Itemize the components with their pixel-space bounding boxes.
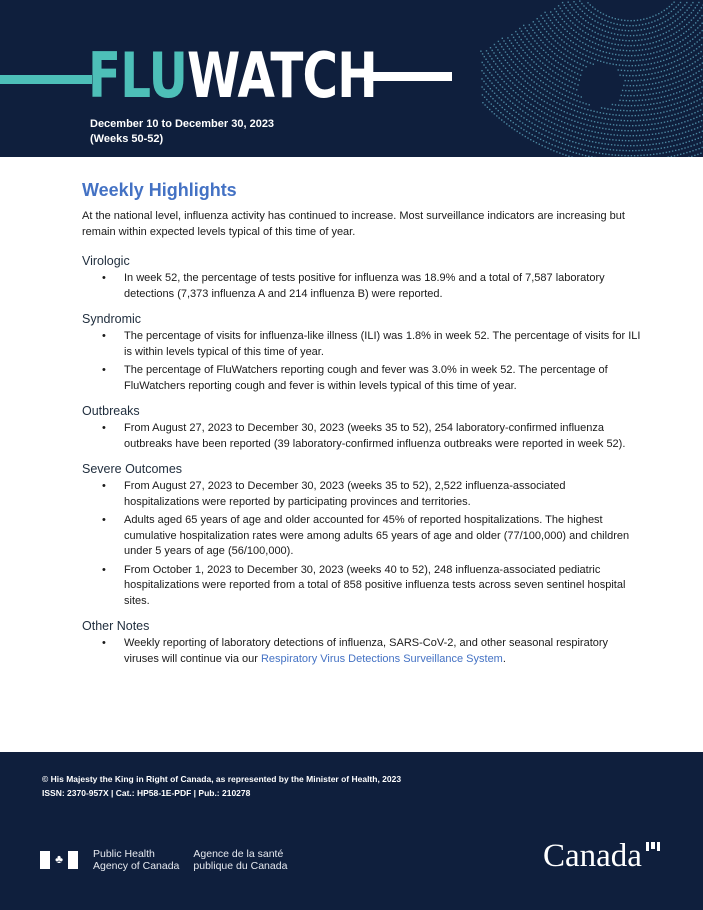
bullet-icon: • xyxy=(102,480,106,492)
section-heading: Syndromic xyxy=(82,312,142,326)
phac-signature xyxy=(40,848,301,872)
list-item: • From August 27, 2023 to December 30, 2023 (weeks 35 to 52), 2,522 influenza-associated hospitalizations were reported by participating provinces and territories. xyxy=(102,480,566,508)
list-item: • From August 27, 2023 to December 30, 2023 (weeks 35 to 52), 254 laboratory-confirmed influenza outbreaks have been reported (39 laboratory-confirmed influenza outbreaks were reported in week 52). xyxy=(102,422,626,450)
bullet-icon: • xyxy=(102,272,106,284)
section-heading: Other Notes xyxy=(82,619,150,633)
list-item: • From October 1, 2023 to December 30, 2023 (weeks 40 to 52), 248 influenza-associated pediatric hospitalizations were reported from a total of 858 positive influenza tests across seven sentinel hospital sites. xyxy=(102,563,626,607)
bullet-icon: • xyxy=(102,563,106,576)
fluwatch-logo xyxy=(88,40,377,112)
bullet-icon: • xyxy=(102,514,106,526)
canada-flag-icon xyxy=(40,851,78,869)
header-banner xyxy=(0,0,703,157)
section-severe-outcomes xyxy=(82,460,642,609)
date-range: December 10 to December 30, 2023 xyxy=(90,118,275,130)
list-item: • Weekly reporting of laboratory detections of influenza, SARS-CoV-2, and other seasonal respiratory viruses will continue via our Respiratory Virus Detections Surveillance System. xyxy=(102,637,609,665)
wordmark-flag-icon xyxy=(646,842,660,851)
copyright-text: © His Majesty the King in Right of Canada, as represented by the Minister of Health, 2023 xyxy=(42,774,402,784)
footer xyxy=(0,752,703,910)
list-item: • Adults aged 65 years of age and older accounted for 45% of reported hospitalizations. The highest cumulative hospitalization rates were among adults 65 years of age and older (77/100,000) and children under 5 years of age (56/100,000). xyxy=(102,514,630,557)
bullet-icon: • xyxy=(102,422,106,434)
section-virologic xyxy=(82,252,642,302)
agency-name-fr: Agence de la santé publique du Canada xyxy=(193,848,288,872)
section-heading: Outbreaks xyxy=(82,404,140,418)
section-syndromic xyxy=(82,310,642,394)
section-outbreaks xyxy=(82,402,642,452)
logo-white-rule xyxy=(364,72,452,81)
catalog-info: ISSN: 2370-957X | Cat.: HP58-1E-PDF | Pub.: 210278 xyxy=(42,788,251,798)
section-heading: Virologic xyxy=(82,254,130,268)
intro-paragraph: At the national level, influenza activity has continued to increase. Most surveillance indicators are increasing but remain within expected levels typical of this time of year. xyxy=(82,210,625,238)
bullet-icon: • xyxy=(102,330,106,342)
respiratory-virus-surveillance-link[interactable]: Respiratory Virus Detections Surveillance System xyxy=(260,652,503,665)
canada-wordmark: Canada xyxy=(543,838,642,874)
list-item: • The percentage of FluWatchers reporting cough and fever was 3.0% in week 52. The percentage of FluWatchers reporting cough and fever is within levels typical of this time of year. xyxy=(102,364,608,392)
bullet-icon: • xyxy=(102,364,106,376)
logo-teal-rule xyxy=(0,75,92,84)
copyright-block xyxy=(42,772,401,800)
agency-name-en: Public Health Agency of Canada xyxy=(93,848,180,872)
list-item: • In week 52, the percentage of tests positive for influenza was 18.9% and a total of 7,587 laboratory detections (7,373 influenza A and 214 influenza B) were reported. xyxy=(102,272,605,300)
canada-map-dots-icon xyxy=(450,0,703,157)
report-period xyxy=(90,117,274,147)
section-heading: Severe Outcomes xyxy=(82,462,183,476)
main-content xyxy=(82,178,642,675)
weeks-range: (Weeks 50-52) xyxy=(90,133,164,145)
bullet-icon: • xyxy=(102,637,106,649)
section-other-notes xyxy=(82,617,642,667)
list-item: • The percentage of visits for influenza-like illness (ILI) was 1.8% in week 52. The percentage of visits for ILI is within levels typical of this time of year. xyxy=(102,330,641,358)
maple-leaf-icon: ♣ xyxy=(55,852,63,866)
page-title: Weekly Highlights xyxy=(82,180,237,200)
logo-watch: WATCH xyxy=(187,39,377,112)
logo-flu: FLU xyxy=(88,39,188,112)
